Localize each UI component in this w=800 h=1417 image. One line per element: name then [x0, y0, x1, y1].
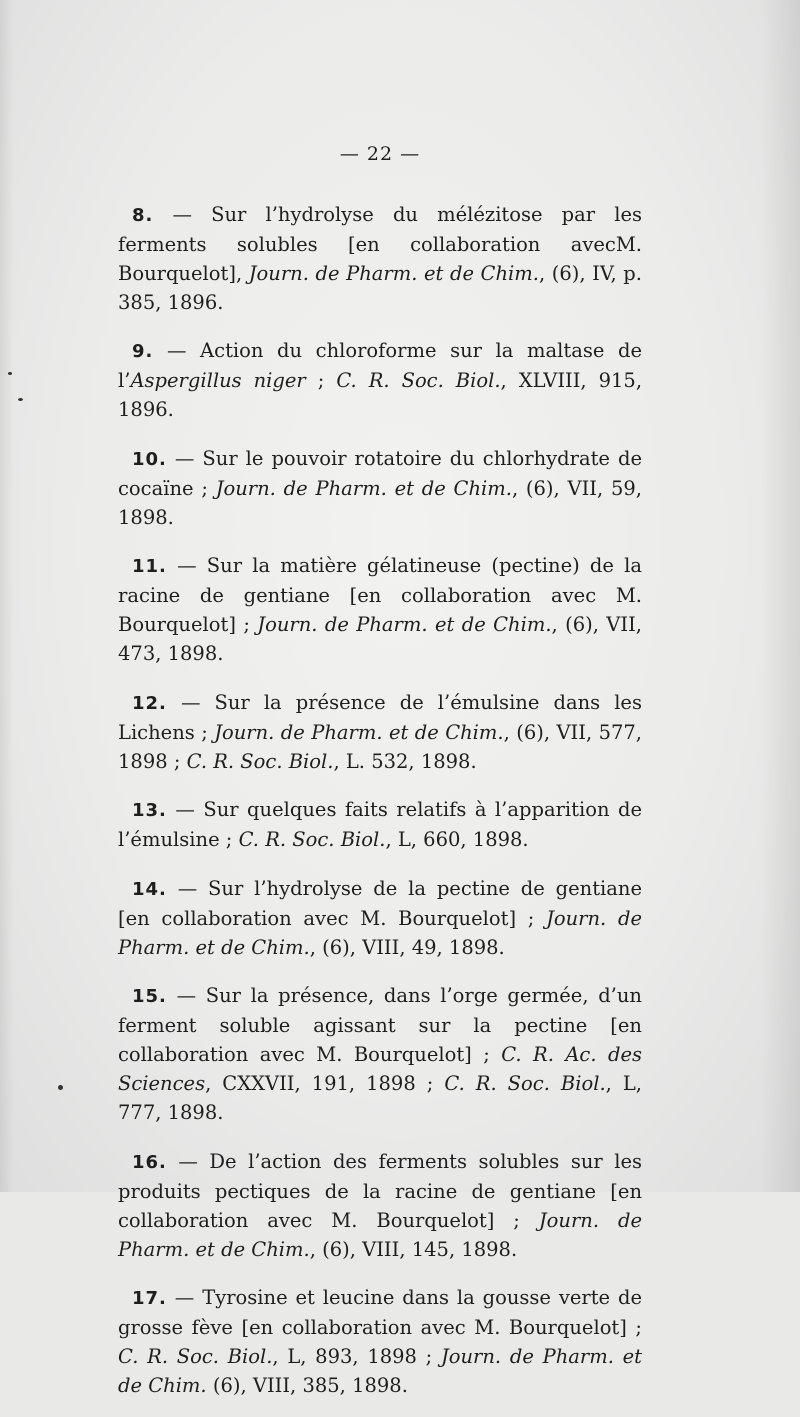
entry-text: , XLVIII, 915, 1896. [118, 369, 643, 421]
journal-title: Journ. de Pharm. et de Chim. [248, 261, 539, 285]
bibliography-list [118, 180, 642, 1417]
entry-text: ; [305, 369, 337, 392]
entry-text: , (6), IV, p. 385, 1896. [118, 261, 642, 314]
bibliography-entry [118, 1283, 642, 1400]
entry-text: — Sur la présence de l’émulsine dans les Lichens ; [118, 690, 642, 744]
journal-title: C. R. Soc. Biol. [186, 749, 334, 773]
ink-speck [18, 398, 23, 401]
entry-text: , (6), VII, 577, 1898 ; [118, 720, 642, 773]
bibliography-entry [118, 981, 642, 1127]
journal-title: Journ. de Pharm. et de Chim. [215, 476, 512, 500]
entry-text: , L, 660, 1898. [385, 828, 529, 851]
entry-text: , (6), VIII, 49, 1898. [309, 935, 505, 959]
binding-shadow [0, 0, 14, 1192]
journal-title: Journ. de Pharm. et de Chim. [214, 720, 504, 744]
bibliography-entry [118, 336, 642, 424]
entry-text: — Sur quelques faits relatifs à l’apparition de l’émulsine ; [118, 798, 642, 851]
ink-speck [8, 372, 12, 375]
journal-title: Journ. de Pharm. et de Chim. [118, 1345, 642, 1397]
entry-number: 17. [132, 1288, 167, 1309]
journal-title: C. R. Soc. Biol. [336, 369, 501, 392]
bibliography-entry [118, 688, 642, 776]
entry-number: 11. [132, 556, 167, 577]
ink-speck [58, 1085, 63, 1090]
journal-title: Journ. de Pharm. et de Chim. [118, 906, 642, 959]
bibliography-entry [118, 444, 642, 532]
bibliography-entry [118, 874, 642, 962]
entry-text: , (6), VIII, 145, 1898. [309, 1237, 518, 1261]
entry-text: (6), VIII, 385, 1898. [206, 1374, 408, 1397]
journal-title: Aspergillus niger [130, 369, 306, 392]
entry-text: , L, 893, 1898 ; [272, 1345, 441, 1368]
bibliography-entry [118, 1147, 642, 1264]
bibliography-entry [118, 551, 642, 668]
entry-text: — Tyrosine et leucine dans la gousse verte de grosse fève [en collaboration avec M. Bourquelot] ; [118, 1286, 642, 1339]
journal-title: Journ. de Pharm. et de Chim. [118, 1208, 642, 1261]
entry-text: , (6), VII, 473, 1898. [118, 613, 642, 665]
entry-number: 12. [132, 692, 167, 714]
entry-text: , L, 777, 1898. [118, 1072, 642, 1124]
bibliography-entry [118, 795, 642, 854]
entry-text: — Sur la matière gélatineuse (pectine) de la racine de gentiane [en collaboration avec M. Bourquelot] ; [118, 554, 642, 636]
journal-title: C. R. Soc. Biol. [444, 1072, 606, 1095]
journal-title: C. R. Soc. Biol. [238, 828, 386, 851]
page-number: — 22 — [339, 143, 421, 165]
entry-text: , L. 532, 1898. [333, 749, 477, 773]
entry-number: 13. [132, 800, 167, 821]
entry-text: — Action du chloroforme sur la maltase de l’ [118, 339, 642, 392]
entry-text: — Sur l’hydrolyse de la pectine de gentiane [en collaboration avec M. Bourquelot] ; [118, 876, 642, 930]
entry-text: , CXXVII, 191, 1898 ; [205, 1072, 445, 1095]
entry-text: , (6), VII, 59, 1898. [118, 476, 642, 529]
entry-text: — De l’action des ferments solubles sur les produits pectiques de la racine de gentiane [en collaboration avec M. Bourquelot] ; [118, 1149, 642, 1232]
bibliography-entry [118, 200, 642, 317]
journal-title: C. R. Soc. Biol. [118, 1345, 273, 1368]
entry-number: 8. [132, 204, 154, 226]
entry-text: — Sur la présence, dans l’orge germée, d’un ferment soluble agissant sur la pectine [en collaboration avec M. Bourquelot] ; [118, 984, 642, 1066]
entry-number: 14. [132, 878, 167, 900]
entry-number: 15. [132, 986, 167, 1007]
entry-number: 10. [132, 448, 167, 470]
journal-title: Journ. de Pharm. et de Chim. [257, 613, 552, 636]
page-edge-shadow [760, 0, 800, 1192]
entry-text: — Sur l’hydrolyse du mélézitose par les ferments solubles [en collaboration avecM. Bourquelot], [118, 202, 642, 285]
journal-title: C. R. Ac. des Sciences [118, 1043, 642, 1095]
entry-number: 9. [132, 341, 154, 362]
entry-number: 16. [132, 1151, 167, 1173]
entry-text: — Sur le pouvoir rotatoire du chlorhydrate de cocaïne ; [118, 446, 642, 500]
